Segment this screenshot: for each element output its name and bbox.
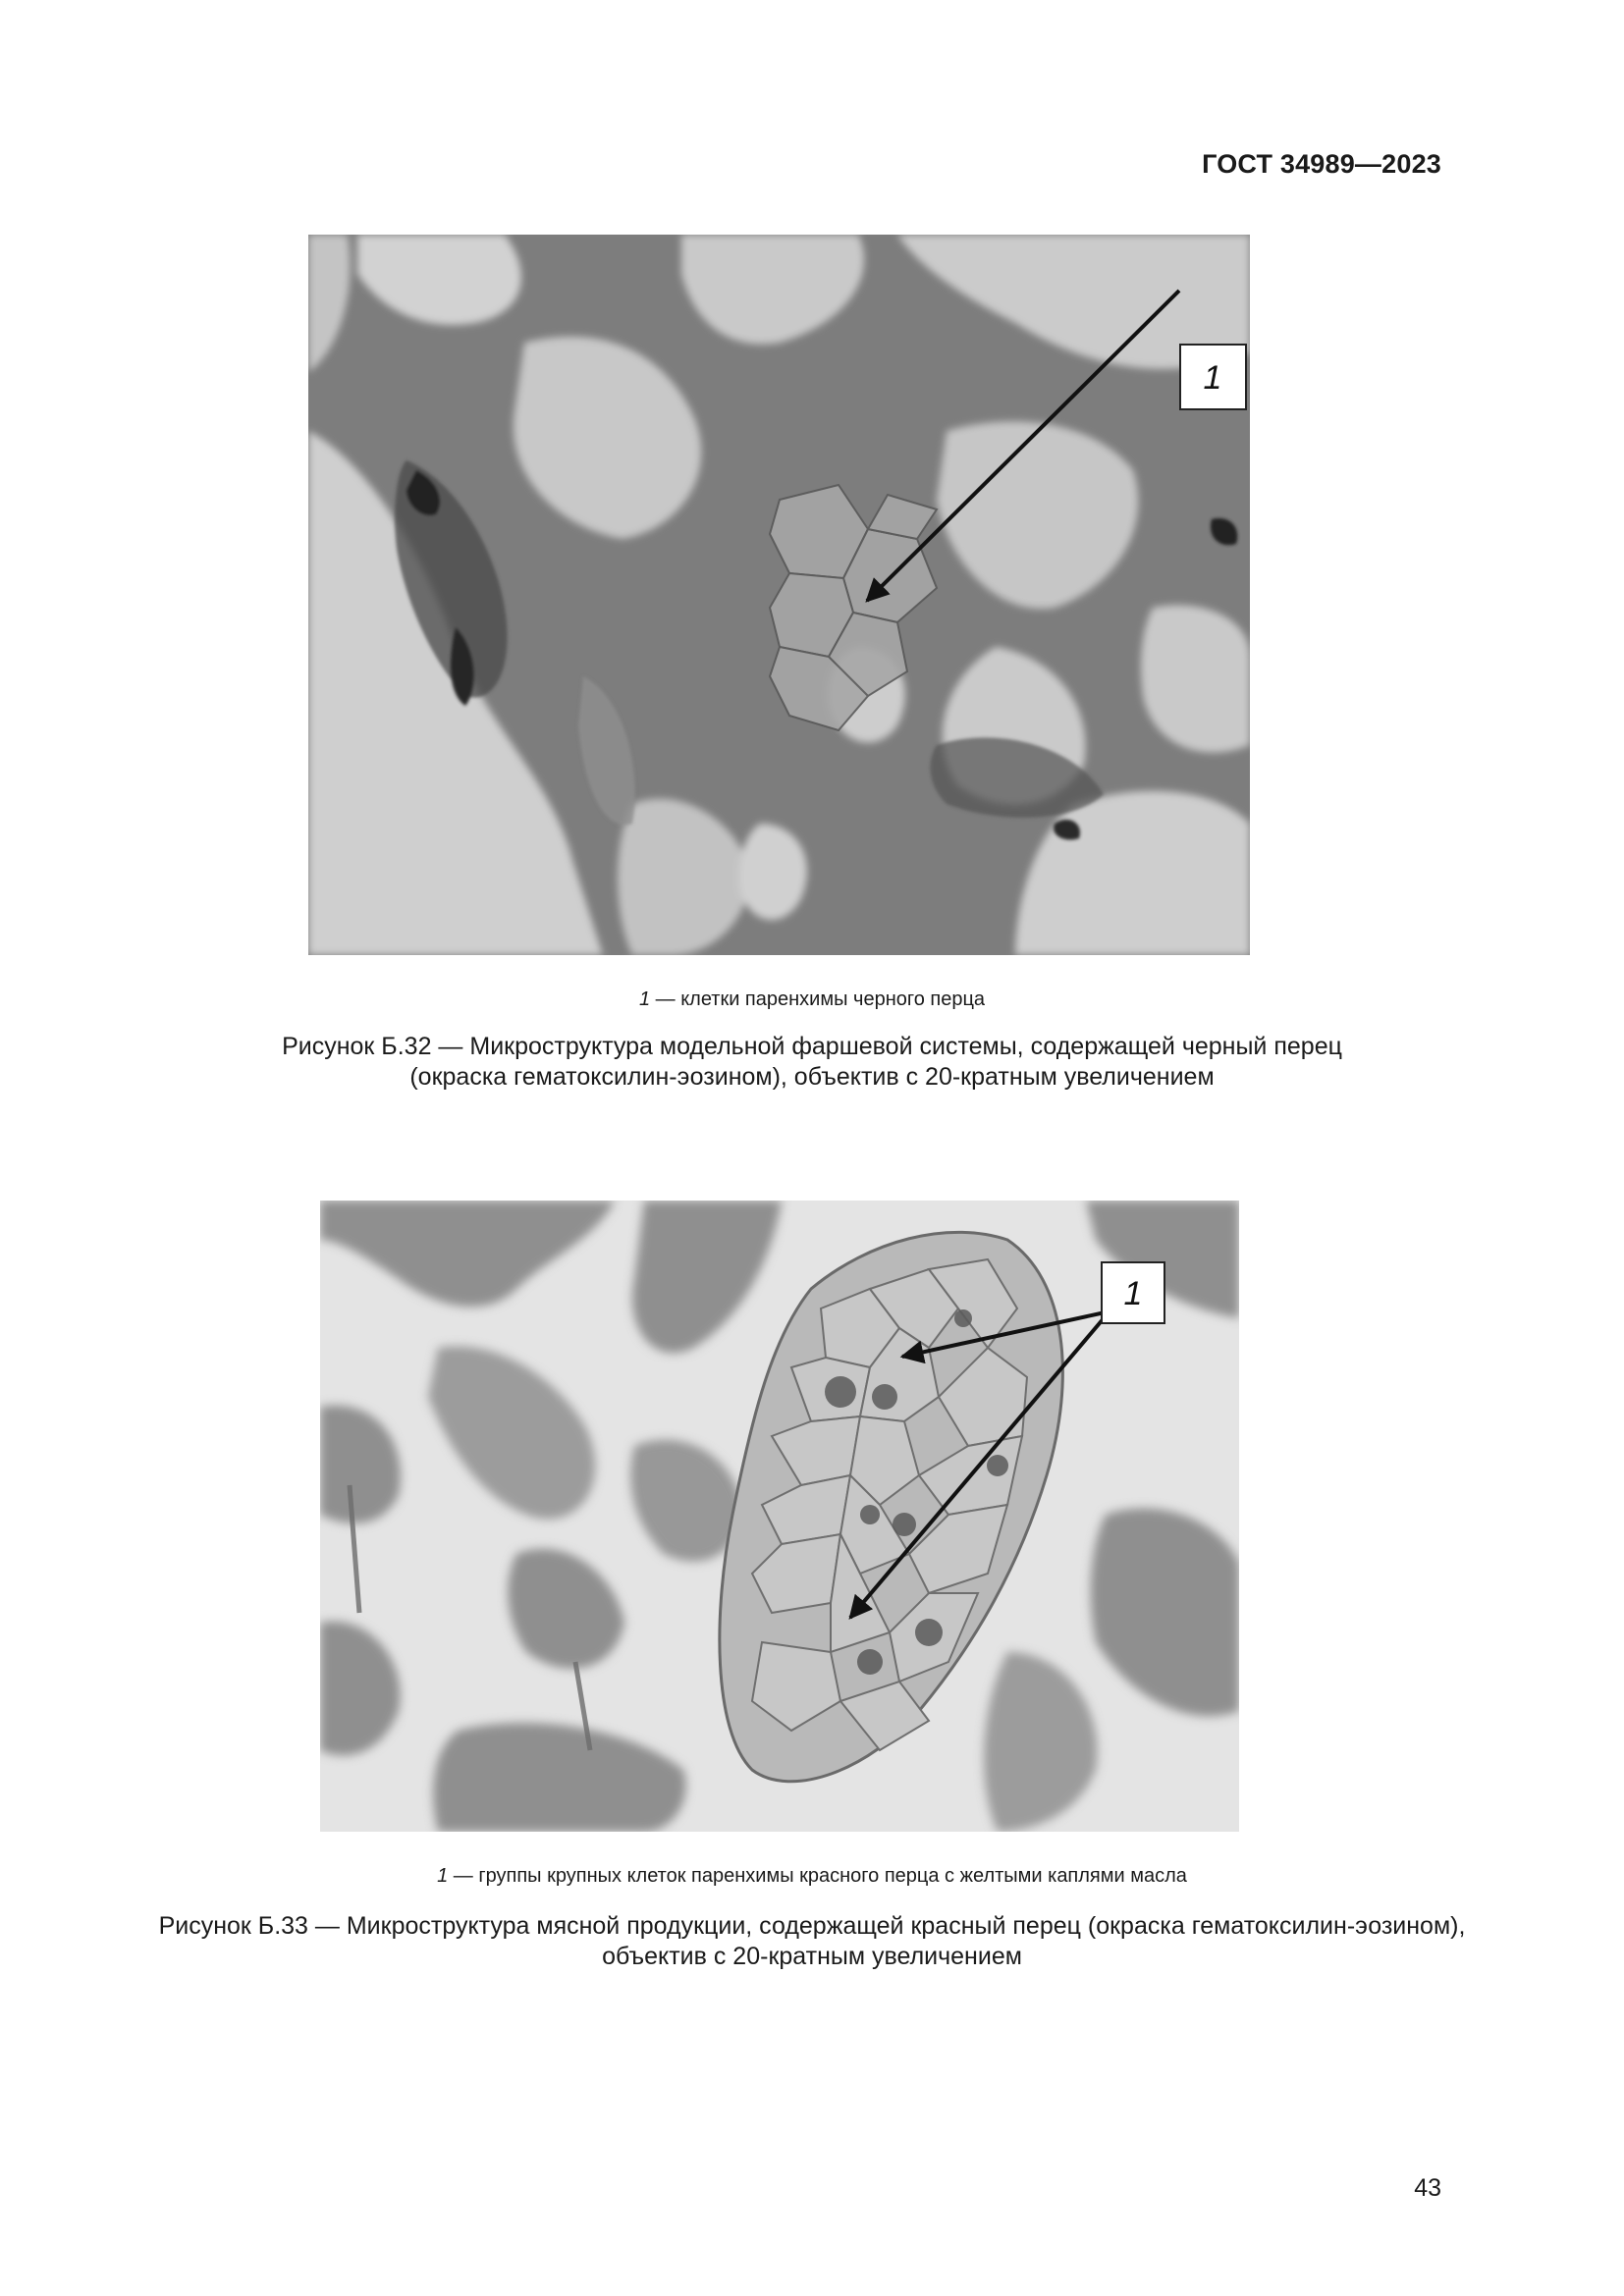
figure-b33-micrograph — [320, 1201, 1239, 1832]
figure-b32-legend — [0, 988, 1624, 1011]
figure-b32-caption — [98, 1032, 1526, 1093]
figure-b33-callout-number: 1 — [1123, 1275, 1143, 1312]
caption-line: объектив с 20-кратным увеличением — [602, 1943, 1022, 1970]
figure-b32-micrograph — [308, 235, 1250, 955]
legend-dash: — — [650, 988, 681, 1010]
legend-dash: — — [448, 1865, 479, 1887]
legend-number: 1 — [437, 1865, 449, 1887]
legend-text: клетки паренхимы черного перца — [680, 988, 986, 1010]
legend-text: группы крупных клеток паренхимы красного перца с желтыми каплями масла — [478, 1865, 1187, 1887]
figure-b32-callout-number: 1 — [1203, 359, 1222, 397]
document-code: ГОСТ 34989—2023 — [1202, 149, 1441, 179]
caption-line: Рисунок Б.32 — Микроструктура модельной фаршевой системы, содержащей черный перец — [282, 1033, 1342, 1060]
caption-line: (окраска гематоксилин-эозином), объектив с 20-кратным увеличением — [409, 1063, 1215, 1091]
figure-b33-caption — [98, 1911, 1526, 1972]
figure-b33-legend — [0, 1865, 1624, 1888]
legend-number: 1 — [638, 988, 651, 1010]
caption-line: Рисунок Б.33 — Микроструктура мясной продукции, содержащей красный перец (окраска гематоксилин-эозином), — [158, 1912, 1466, 1940]
page-number: 43 — [1414, 2174, 1441, 2202]
